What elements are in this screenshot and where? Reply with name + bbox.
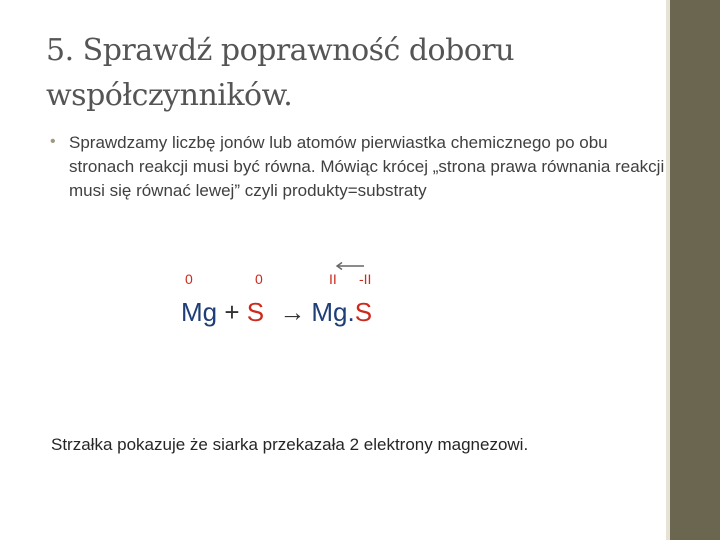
- slide-title: 5. Sprawdź poprawność doboru współczynników.: [46, 33, 515, 113]
- chemical-equation: [181, 294, 372, 330]
- oxidation-state-mg-reactant: 0: [185, 271, 193, 287]
- bullet-text: Sprawdzamy liczbę jonów lub atomów pierwiastka chemicznego po obu stronach reakcji musi być równa. Mówiąc krócej „strona prawa równania reakcji musi się równać lewej” czyli produkty=substraty: [69, 133, 665, 200]
- oxidation-state-s-reactant: 0: [255, 271, 263, 287]
- oxidation-state-mg-product: II: [329, 271, 337, 287]
- left-arrow-icon: [334, 261, 366, 271]
- reactant-mg: Mg: [181, 297, 218, 327]
- product-mg: Mg: [311, 297, 348, 327]
- oxidation-state-s-product: -II: [359, 271, 372, 287]
- footer-explanation: Strzałka pokazuje że siarka przekazała 2 elektrony magnezowi.: [51, 435, 529, 454]
- bullet-marker: •: [50, 133, 56, 150]
- product-s: S: [354, 297, 373, 327]
- sidebar-decoration: [670, 0, 720, 540]
- product-dot: .: [347, 297, 355, 327]
- right-arrow-icon: →: [279, 297, 306, 327]
- plus-sign: +: [224, 297, 240, 327]
- reactant-s: S: [246, 297, 265, 327]
